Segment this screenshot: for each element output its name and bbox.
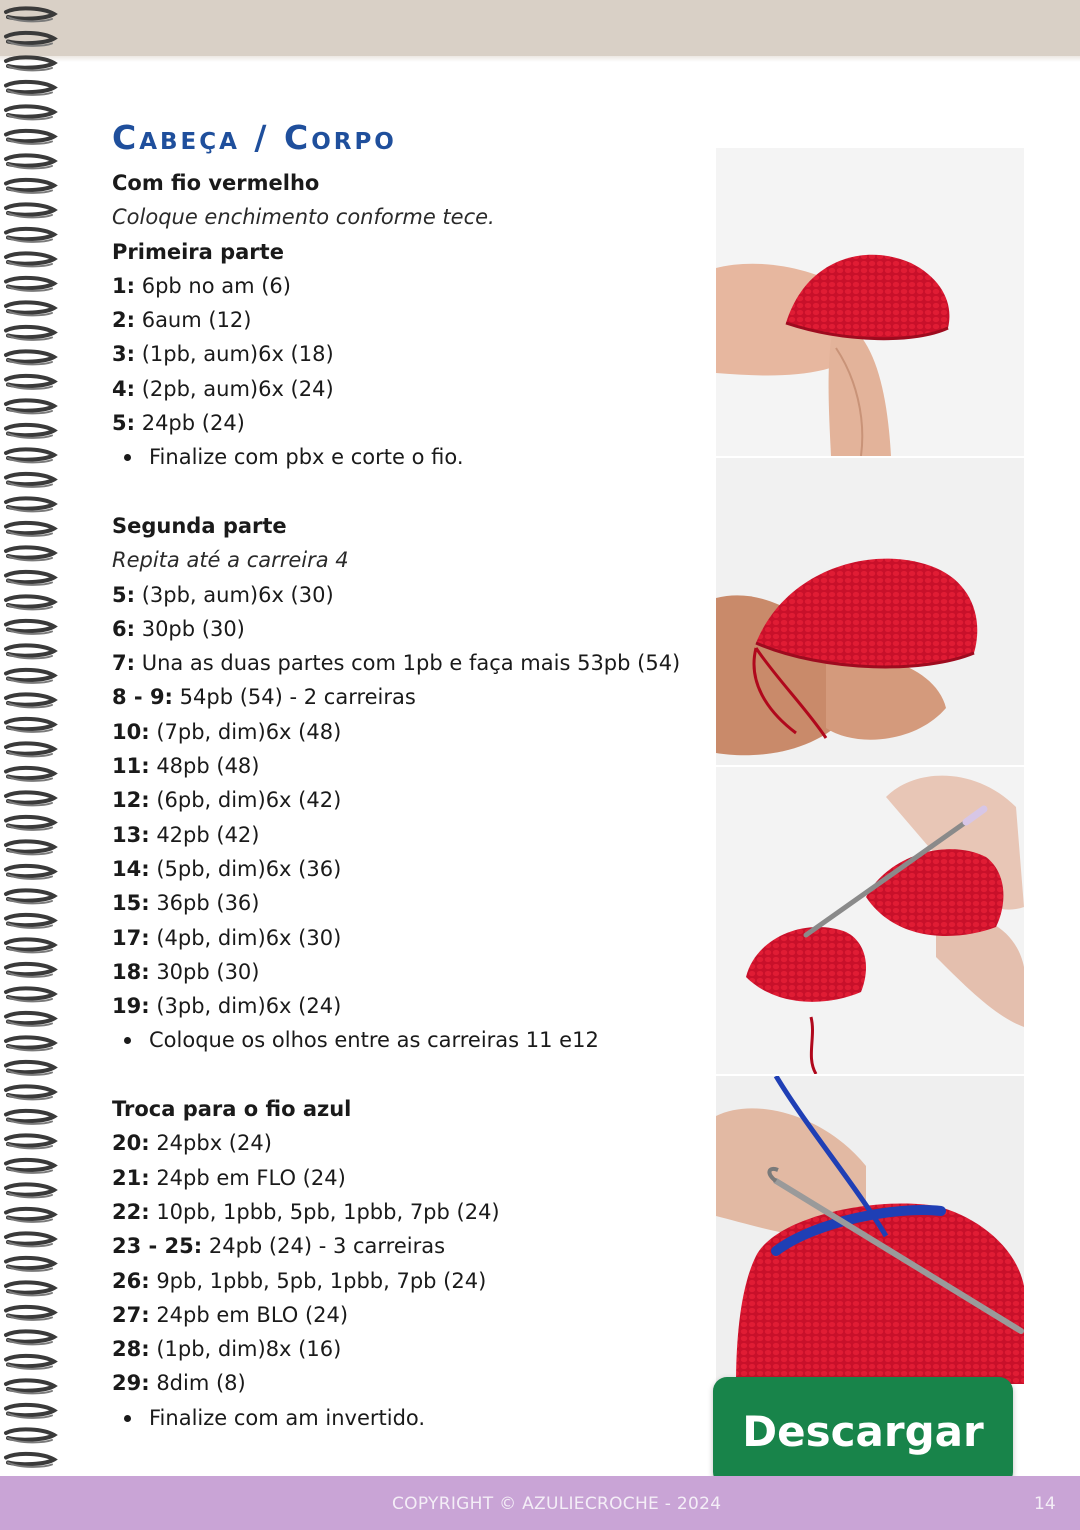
part2-title: Segunda parte — [112, 513, 287, 538]
part2-bullet: Coloque os olhos entre as carreiras 11 e12 — [112, 1023, 702, 1057]
pattern-row: 5: (3pb, aum)6x (30) — [112, 582, 334, 607]
photo-dome-on-finger — [716, 148, 1024, 456]
pattern-row: 27: 24pb em BLO (24) — [112, 1302, 349, 1327]
pattern-row: 10: (7pb, dim)6x (48) — [112, 719, 342, 744]
pattern-row: 26: 9pb, 1pbb, 5pb, 1pbb, 7pb (24) — [112, 1268, 487, 1293]
top-band-shadow — [0, 56, 1080, 62]
pattern-row: 17: (4pb, dim)6x (30) — [112, 925, 342, 950]
part2-note: Repita até a carreira 4 — [112, 548, 349, 573]
part1-bullet: Finalize com pbx e corte o fio. — [112, 440, 702, 474]
pattern-row: 20: 24pbx (24) — [112, 1131, 272, 1156]
pattern-row: 19: (3pb, dim)6x (24) — [112, 994, 342, 1019]
part2-rows — [112, 578, 702, 1024]
footer-copyright: COPYRIGHT © AZULIECROCHE - 2024 — [392, 1494, 722, 1514]
part3-rows — [112, 1126, 702, 1400]
yarn-color-note: Com fio vermelho — [112, 171, 320, 195]
photo-joining-parts — [716, 767, 1024, 1074]
pattern-row: 14: (5pb, dim)6x (36) — [112, 856, 342, 881]
pattern-row: 2: 6aum (12) — [112, 308, 252, 333]
pattern-row: 28: (1pb, dim)8x (16) — [112, 1337, 342, 1362]
pattern-row: 15: 36pb (36) — [112, 891, 260, 916]
pattern-row: 1: 6pb no am (6) — [112, 273, 291, 298]
pattern-row: 12: (6pb, dim)6x (42) — [112, 788, 342, 813]
pattern-instructions — [112, 166, 702, 1435]
photo-blue-yarn-change — [716, 1076, 1024, 1384]
pattern-row: 18: 30pb (30) — [112, 959, 260, 984]
part1-title: Primeira parte — [112, 239, 284, 264]
section-title: Cabeça / Corpo — [112, 118, 397, 157]
pattern-row: 7: Una as duas partes com 1pb e faça mais 53pb (54) — [112, 651, 681, 676]
pattern-row: 6: 30pb (30) — [112, 616, 245, 641]
download-button[interactable]: Descargar — [713, 1377, 1013, 1486]
page-number: 14 — [1034, 1494, 1056, 1514]
top-band — [0, 0, 1080, 56]
pattern-row: 11: 48pb (48) — [112, 754, 260, 779]
photo-second-part — [716, 458, 1024, 765]
pattern-row: 13: 42pb (42) — [112, 822, 260, 847]
stuffing-note: Coloque enchimento conforme tece. — [112, 205, 495, 230]
pattern-row: 3: (1pb, aum)6x (18) — [112, 342, 334, 367]
pattern-row: 8 - 9: 54pb (54) - 2 carreiras — [112, 685, 416, 710]
part3-bullet: Finalize com am invertido. — [112, 1401, 702, 1435]
spiral-binding — [0, 0, 62, 1530]
pattern-row: 29: 8dim (8) — [112, 1371, 246, 1396]
pattern-row: 22: 10pb, 1pbb, 5pb, 1pbb, 7pb (24) — [112, 1199, 500, 1224]
pattern-row: 21: 24pb em FLO (24) — [112, 1165, 346, 1190]
pattern-row: 23 - 25: 24pb (24) - 3 carreiras — [112, 1234, 446, 1259]
part3-title: Troca para o fio azul — [112, 1097, 352, 1122]
pattern-row: 4: (2pb, aum)6x (24) — [112, 376, 334, 401]
pattern-row: 5: 24pb (24) — [112, 411, 245, 436]
part1-rows — [112, 269, 702, 440]
